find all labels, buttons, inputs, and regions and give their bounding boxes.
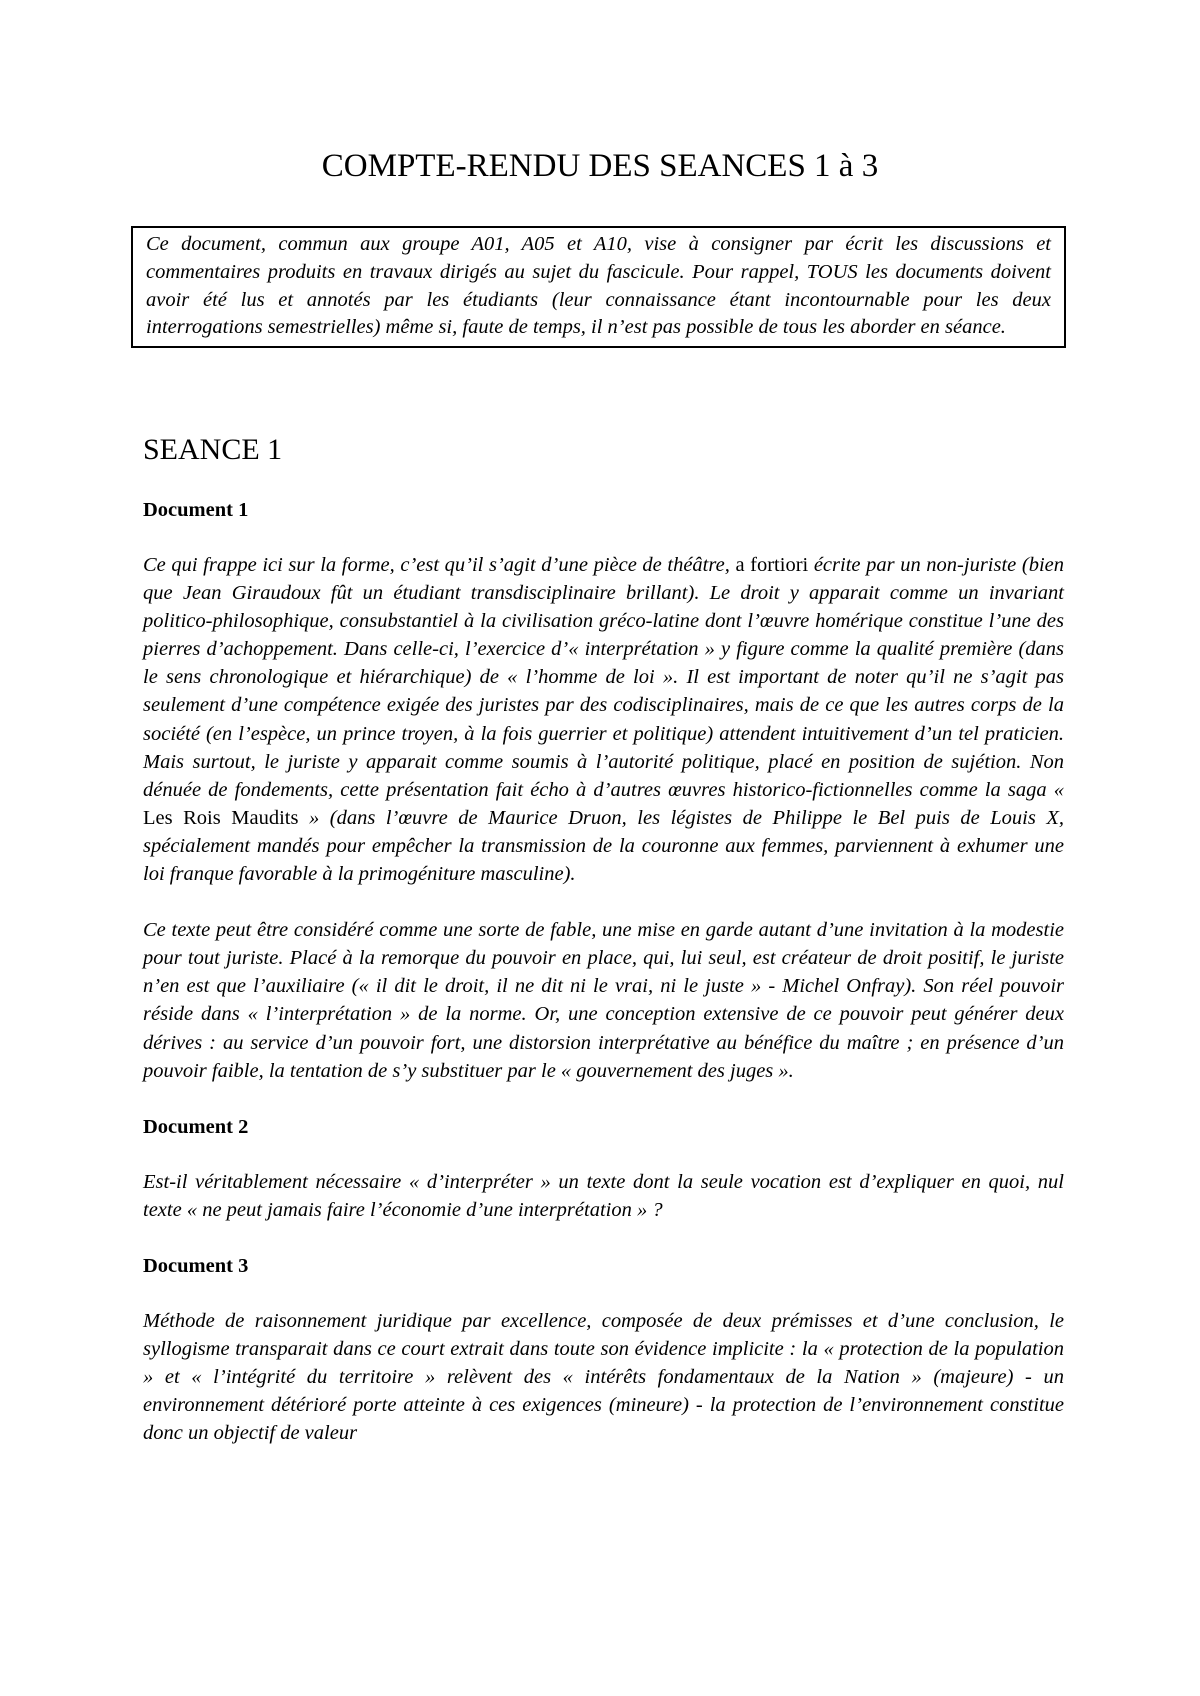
work-title: Les Rois Maudits — [143, 806, 299, 829]
document-1-heading: Document 1 — [143, 499, 249, 521]
document-1-paragraph-1 — [143, 551, 1064, 888]
latin-term: a fortiori — [735, 554, 809, 576]
document-3-paragraph-1: Méthode de raisonnement juridique par excellence, composée de deux prémisses et d’une conclusion, le syllogisme transparait dans ce court extrait dans toute son évidence implicite : la « protection de la population » et « l’intégrité du territoire » relèvent des « intérêts fondamentaux de la Nation » (majeure) - un environnement détérioré porte atteinte à ces exigences (mineure) - la protection de l’environnement constitue donc un objectif de valeur — [143, 1309, 1064, 1445]
text-run: écrite par un non-juriste (bien que Jean Giraudoux fût un étudiant transdisciplinaire brillant). Le droit y apparait comme un invariant politico-philosophique, consubstantiel à la civilisation gréco-latine dont l’œuvre homérique constitue l’une des pierres d’achoppement. Dans celle-ci, l’exercice d’« interprétation » y figure comme la qualité première (dans le sens chronologique et hiérarchique) de « l’homme de loi ». Il est important de noter qu’il ne s’agit pas seulement d’une compétence exigée des juristes par des codisciplinaires, mais de ce que les autres corps de la société (en l’espèce, un prince troyen, à la fois guerrier et politique) attendent intuitivement d’un tel praticien. Mais surtout, le juriste y apparait comme soumis à l’autorité politique, placé en position de sujétion. Non dénuée de fondements, cette présentation fait écho à d’autres œuvres historico-fictionnelles comme la saga « — [143, 554, 1064, 801]
text-run: » (dans l’œuvre de Maurice Druon, les légistes de Philippe le Bel puis de Louis X, spécialement mandés pour empêcher la transmission de la couronne aux femmes, parviennent à exhumer une loi franque favorable à la primogéniture masculine). — [143, 806, 1064, 886]
text-run: Ce qui frappe ici sur la forme, c’est qu’il s’agit d’une pièce de théâtre, — [143, 554, 736, 576]
intro-box: Ce document, commun aux groupe A01, A05 et A10, vise à consigner par écrit les discussions et commentaires produits en travaux dirigés au sujet du fascicule. Pour rappel, TOUS les documents doivent avoir été lus et annotés par les étudiants (leur connaissance étant incontournable pour les deux interrogations semestrielles) même si, faute de temps, il n’est pas possible de tous les aborder en séance. — [131, 226, 1066, 348]
document-2-paragraph-1: Est-il véritablement nécessaire « d’interpréter » un texte dont la seule vocation est d’expliquer en quoi, nul texte « ne peut jamais faire l’économie d’une interprétation » ? — [143, 1170, 1064, 1221]
page-title: COMPTE-RENDU DES SEANCES 1 à 3 — [321, 148, 879, 184]
document-2-heading: Document 2 — [143, 1115, 249, 1138]
document-content — [143, 430, 1064, 1447]
seance-1-heading: SEANCE 1 — [143, 433, 283, 466]
document-3-heading: Document 3 — [143, 1254, 249, 1277]
document-1-paragraph-2: Ce texte peut être considéré comme une sorte de fable, une mise en garde autant d’une invitation à la modestie pour tout juriste. Placé à la remorque du pouvoir en place, qui, lui seul, est créateur de droit positif, le juriste n’en est que l’auxiliaire (« il dit le droit, il ne dit ni le vrai, ni le juste » - Michel Onfray). Son réel pouvoir réside dans « l’interprétation » de la norme. Or, une conception extensive de ce pouvoir peut générer deux dérives : au service d’un pouvoir fort, une distorsion interprétative au bénéfice du maître ; en présence d’un pouvoir faible, la tentation de s’y substituer par le « gouvernement des juges ». — [143, 919, 1064, 1082]
